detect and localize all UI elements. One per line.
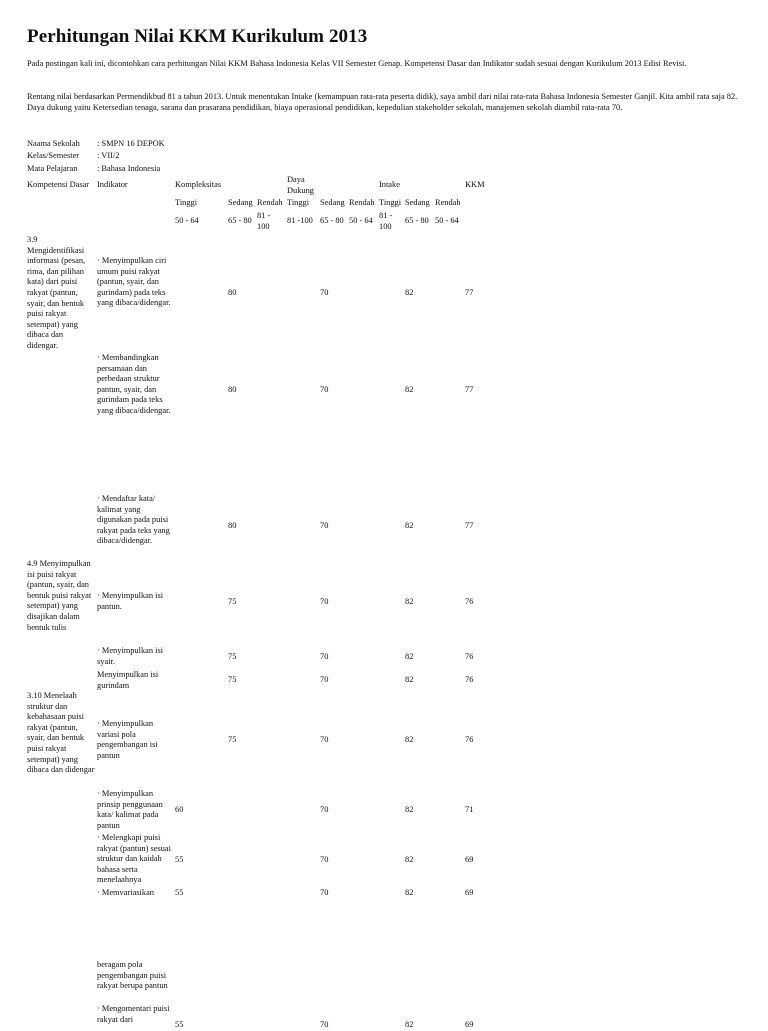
row-kkm: 76 (465, 735, 474, 744)
row-kkm: 76 (465, 675, 474, 684)
info-value-school: : SMPN 16 DEPOK (97, 139, 165, 148)
row-intake: 82 (405, 288, 414, 297)
header-rendah-daya-dukung: Rendah (349, 198, 375, 207)
row-kkm: 77 (465, 521, 474, 530)
row-indikator: · Menyimpulkan ciri umum puisi rakyat (pantun, syair, dan gurindam) pada teks yang dibaca/didengar. (97, 256, 171, 308)
range-intake-tinggi: 81 - 100 (379, 211, 393, 231)
row-indikator: · Menyimpulkan isi syair. (97, 646, 164, 666)
row-kompleksitas: 55 (175, 855, 184, 864)
row-kompleksitas: 55 (175, 888, 184, 897)
row-intake: 82 (405, 735, 414, 744)
row-daya-dukung: 70 (320, 805, 329, 814)
range-intake-rendah: 50 - 64 (435, 216, 459, 225)
range-intake-sedang: 65 - 80 (405, 216, 429, 225)
row-kompleksitas: 80 (228, 288, 237, 297)
header-indikator: Indikator (97, 180, 128, 189)
row-daya-dukung: 70 (320, 385, 329, 394)
row-kkm: 76 (465, 597, 474, 606)
header-tinggi-intake: Tinggi (379, 198, 402, 207)
row-kkm: 71 (465, 805, 474, 814)
row-indikator: Menyimpulkan isi gurindam (97, 670, 159, 690)
range-kompleksitas-tinggi: 50 - 64 (175, 216, 199, 225)
header-tinggi-daya-dukung: Tinggi (287, 198, 310, 207)
kd-4-9: 4.9 Menyimpulkan isi puisi rakyat (pantun, syair, dan bentuk puisi rakyat setempat) yang disajikan dalam bentuk tulis (27, 559, 92, 632)
row-daya-dukung: 70 (320, 1020, 329, 1029)
row-kkm: 69 (465, 855, 474, 864)
row-kompleksitas: 75 (228, 675, 237, 684)
row-kompleksitas: 60 (175, 805, 184, 814)
header-sedang-kompleksitas: Sedang (228, 198, 253, 207)
row-indikator: · Memvariasikan (97, 888, 154, 897)
intro-paragraph: Pada postingan kali ini, dicontohkan cara perhitungan Nilai KKM Bahasa Indonesia Kelas VII Semester Genap. Kompetensi Dasar dan Indikator sudah sesuai dengan Kurikulum 2013 Edisi Revisi. (27, 59, 687, 68)
row-intake: 82 (405, 597, 414, 606)
row-kompleksitas: 75 (228, 597, 237, 606)
info-value-class: : VII/2 (97, 151, 120, 160)
row-indikator: · Melengkapi puisi rakyat (pantun) sesuai struktur dan kaidah bahasa serta menelaahnya (97, 833, 171, 885)
row-intake: 82 (405, 855, 414, 864)
range-kompleksitas-rendah: 81 - 100 (257, 211, 271, 231)
row-kkm: 69 (465, 1020, 474, 1029)
range-daya-dukung-rendah: 50 - 64 (349, 216, 373, 225)
row-intake: 82 (405, 521, 414, 530)
header-intake: Intake (379, 180, 400, 189)
row-kkm: 77 (465, 288, 474, 297)
row-indikator: · Mendaftar kata/ kalimat yang digunakan pada puisi rakyat pada teks yang dibaca/didengar. (97, 494, 170, 546)
header-rendah-kompleksitas: Rendah (257, 198, 283, 207)
header-kompetensi-dasar: Kompetensi Dasar (27, 180, 90, 189)
row-indikator-continuation: beragam pola pengembangan puisi rakyat berupa pantun (97, 960, 168, 991)
row-intake: 82 (405, 888, 414, 897)
row-daya-dukung: 70 (320, 735, 329, 744)
page-title: Perhitungan Nilai KKM Kurikulum 2013 (27, 26, 368, 47)
row-intake: 82 (405, 1020, 414, 1029)
row-daya-dukung: 70 (320, 521, 329, 530)
row-intake: 82 (405, 675, 414, 684)
row-kkm: 76 (465, 652, 474, 661)
row-daya-dukung: 70 (320, 855, 329, 864)
row-daya-dukung: 70 (320, 597, 329, 606)
row-kompleksitas: 75 (228, 735, 237, 744)
range-daya-dukung-sedang: 65 - 80 (320, 216, 344, 225)
kd-3-9: 3.9 Mengidentifikasi informasi (pesan, rima, dan pilihan kata) dari puisi rakyat (pantun, syair, dan bentuk puisi rakyat setempat) yang dibaca dan didengar. (27, 235, 86, 350)
row-indikator: · Menyimpulkan isi pantun. (97, 591, 164, 611)
header-sedang-intake: Sedang (405, 198, 430, 207)
row-kompleksitas: 80 (228, 385, 237, 394)
row-indikator: · Menyimpulkan variasi pola pengembangan isi pantun (97, 719, 158, 760)
row-kompleksitas: 55 (175, 1020, 184, 1029)
row-intake: 82 (405, 652, 414, 661)
info-label-class: Kelas/Semester (27, 151, 80, 160)
header-tinggi-kompleksitas: Tinggi (175, 198, 198, 207)
row-indikator: · Mengomentari puisi rakyat dari (97, 1004, 170, 1024)
row-kompleksitas: 75 (228, 652, 237, 661)
header-kompleksitas: Kompleksitas (175, 180, 222, 189)
row-indikator: · Menyimpulkan prinsip penggunaan kata/ kalimat pada pantun (97, 789, 163, 830)
range-kompleksitas-sedang: 65 - 80 (228, 216, 252, 225)
row-daya-dukung: 70 (320, 652, 329, 661)
header-kkm: KKM (465, 180, 485, 189)
row-indikator: · Membandingkan persamaan dan perbedaan struktur pantun, syair, dan gurindam pada teks yang dibaca/didengar. (97, 353, 171, 415)
row-daya-dukung: 70 (320, 675, 329, 684)
row-kkm: 69 (465, 888, 474, 897)
row-kkm: 77 (465, 385, 474, 394)
info-value-subject: : Bahasa Indonesia (97, 164, 161, 173)
range-daya-dukung-tinggi: 81 -100 (287, 216, 313, 225)
header-sedang-daya-dukung: Sedang (320, 198, 345, 207)
method-paragraph: Rentang nilai berdasarkan Permendikbud 81 a tahun 2013. Untuk menentukan Intake (kemampuan rata-rata peserta didik), saya ambil dari nilai rata-rata Bahasa Indonesia Semester Ganjil. Kita ambil rata saja 82. Daya dukung yaitu Ketersedian tenaga, sarana dan prasarana pendidikan, biaya operasional pendidikan, kepedulian stakeholder sekolah, manajemen sekolah diambil rata-rata 70. (27, 92, 738, 112)
info-label-school: Naama Sekolah (27, 139, 80, 148)
row-kompleksitas: 80 (228, 521, 237, 530)
header-daya-dukung: Daya Dukung (287, 175, 314, 195)
row-intake: 82 (405, 805, 414, 814)
row-intake: 82 (405, 385, 414, 394)
info-label-subject: Mata Pelajaran (27, 164, 78, 173)
header-rendah-intake: Rendah (435, 198, 461, 207)
row-daya-dukung: 70 (320, 888, 329, 897)
row-daya-dukung: 70 (320, 288, 329, 297)
kd-3-10: 3.10 Menelaah struktur dan kebahasaan puisi rakyat (pantun, syair, dan bentuk puisi rakyat setempat) yang dibaca dan didengar (27, 691, 95, 775)
